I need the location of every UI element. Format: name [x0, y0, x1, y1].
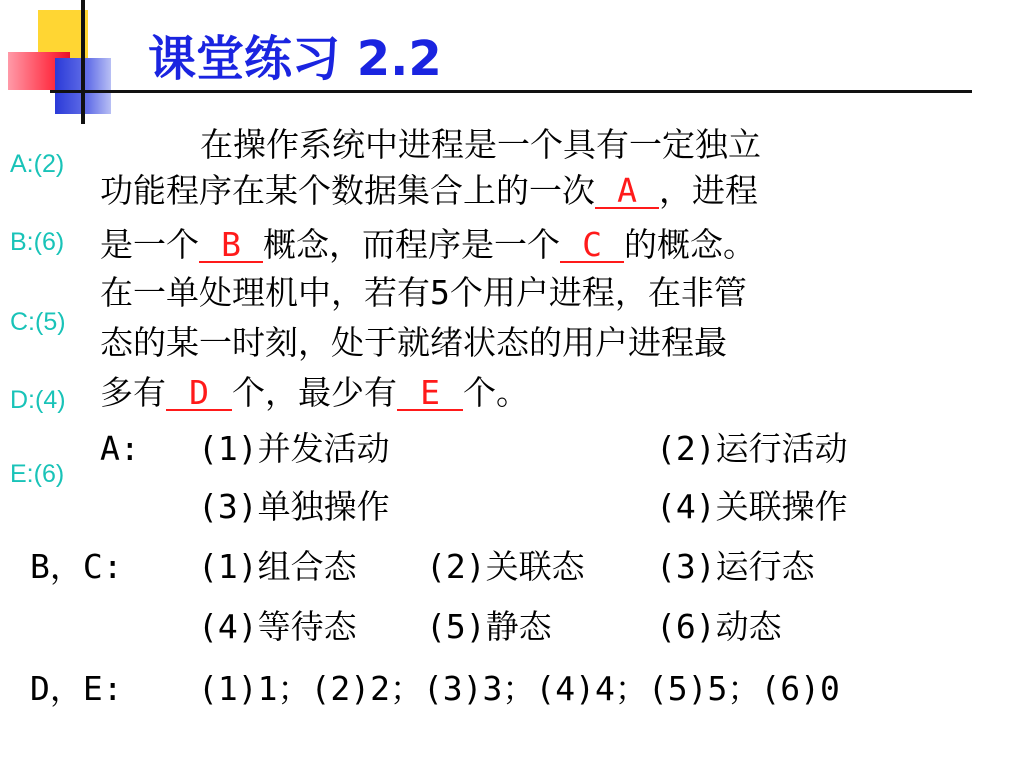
question-text: 个。: [463, 373, 529, 412]
answer-key-d: D:(4): [10, 386, 66, 414]
option-a2: (2)运行活动: [656, 429, 848, 468]
question-line-1: 在操作系统中进程是一个具有一定独立: [200, 125, 761, 164]
question-line-6: [100, 373, 529, 412]
options-bc-label: B，C:: [30, 547, 123, 586]
option-bc1: (1)组合态: [198, 547, 357, 586]
option-a3: (3)单独操作: [198, 487, 390, 526]
question-text: 是一个: [100, 225, 199, 264]
option-bc6: (6)动态: [656, 607, 782, 646]
question-line-4: 在一单处理机中，若有5个用户进程，在非管: [100, 273, 747, 312]
option-a4: (4)关联操作: [656, 487, 848, 526]
question-text: 概念，而程序是一个: [263, 225, 560, 264]
slide-title: 课堂练习 2.2: [148, 31, 442, 87]
answer-key-b: B:(6): [10, 228, 65, 256]
question-line-5: 态的某一时刻，处于就绪状态的用户进程最: [100, 323, 727, 362]
blank-e: E: [397, 376, 463, 411]
option-bc5: (5)静态: [426, 607, 552, 646]
option-bc4: (4)等待态: [198, 607, 357, 646]
answer-key-e: E:(6): [10, 460, 65, 488]
answer-key-c: C:(5): [10, 308, 66, 336]
answer-key-a: A:(2): [10, 150, 65, 178]
question-line-3: [100, 225, 756, 264]
option-a1: (1)并发活动: [198, 429, 390, 468]
blank-c: C: [560, 228, 624, 263]
blank-b: B: [199, 228, 263, 263]
option-bc2: (2)关联态: [426, 547, 585, 586]
option-bc3: (3)运行态: [656, 547, 815, 586]
question-text: 的概念。: [624, 225, 756, 264]
question-text: 多有: [100, 373, 166, 412]
options-de-label: D，E:: [30, 669, 123, 708]
blank-d: D: [166, 376, 232, 411]
options-a-label: A:: [100, 429, 140, 468]
title-underline: [50, 90, 972, 93]
decorative-vertical-line: [81, 0, 85, 124]
question-text: 功能程序在某个数据集合上的一次: [100, 171, 595, 210]
blank-a: A: [595, 174, 659, 209]
question-text: 个，最少有: [232, 373, 397, 412]
question-text: ，进程: [659, 171, 758, 210]
options-de-values: (1)1；(2)2；(3)3；(4)4；(5)5；(6)0: [198, 669, 840, 708]
question-line-2: [100, 171, 758, 210]
